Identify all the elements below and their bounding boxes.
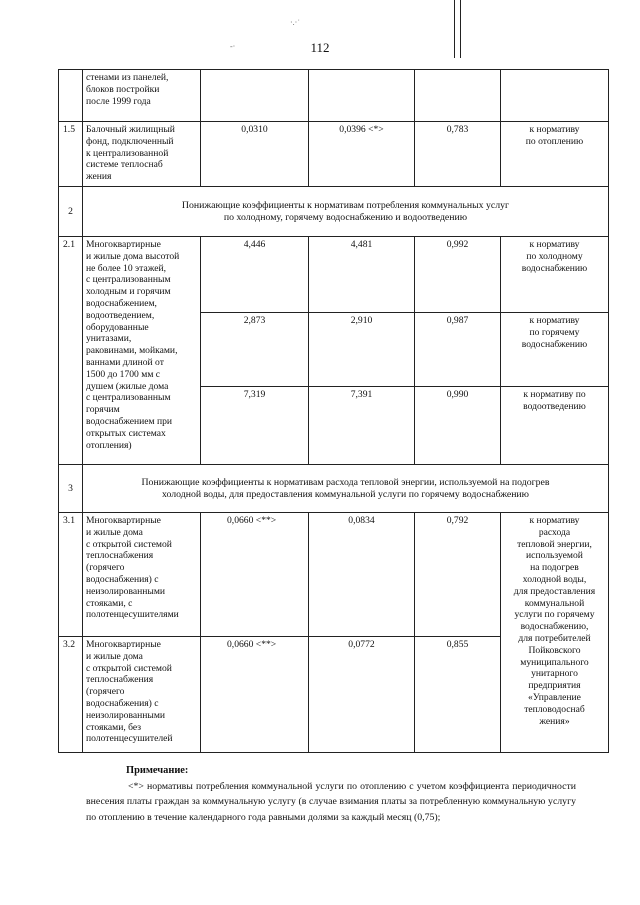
table-row: [59, 237, 609, 313]
section-title: Понижающие коэффициенты к нормативам потребления коммунальных услуг по холодному, горячему водоснабжению и водоотведению: [83, 187, 609, 237]
footnote-text: <*> нормативы потребления коммунальной услуги по отоплению с учетом коэффициента периодичности внесения платы граждан за коммунальную услугу (в случае взимания платы за потребленную коммунальную услугу по отоплению в течение календарного года равными долями за каждый месяц (0,75);: [86, 780, 576, 823]
note-cell: к нормативу по холодному водоснабжению: [501, 237, 609, 313]
section-title: Понижающие коэффициенты к нормативам расхода тепловой энергии, используемой на подогрев холодной воды, для предоставления коммунальной услуги по горячему водоснабжению: [83, 465, 609, 513]
scan-speck: -·: [230, 42, 236, 51]
value-cell: 0,0660 <**>: [201, 513, 309, 637]
coefficient-cell: 0,783: [415, 122, 501, 187]
row-description: Многоквартирные и жилые дома высотой не более 10 этажей, с централизованным холодным и горячим водоснабжением, водоотведением, оборудованные унитазами, раковинами, мойками, ваннами длиной от 1500 до 1700 мм с душем (жилые дома с централизованным горячим водоснабжением при открытых системах отопления): [83, 237, 201, 465]
section-header-row: [59, 465, 609, 513]
value-cell: 0,0772: [309, 637, 415, 753]
value-cell: 0,0396 <*>: [309, 122, 415, 187]
value-cell: 2,910: [309, 313, 415, 387]
coefficient-cell: 0,992: [415, 237, 501, 313]
row-description: Многоквартирные и жилые дома с открытой системой теплоснабжения (горячего водоснабжения) с неизолированными стояками, без полотенцесушителей: [83, 637, 201, 753]
table-row: [59, 122, 609, 187]
scan-speck: ·.·˙: [290, 18, 300, 27]
row-number: 3.2: [59, 637, 83, 753]
row-number: 3.1: [59, 513, 83, 637]
value-cell: 7,319: [201, 387, 309, 465]
value-cell: 0,0660 <**>: [201, 637, 309, 753]
section-header-row: [59, 187, 609, 237]
coefficient-cell: 0,987: [415, 313, 501, 387]
note-cell: к нормативу по отоплению: [501, 122, 609, 187]
value-cell: 2,873: [201, 313, 309, 387]
value-cell: 4,446: [201, 237, 309, 313]
row-number: 2.1: [59, 237, 83, 465]
table-row: [59, 70, 609, 122]
value-cell: 0,0834: [309, 513, 415, 637]
coefficient-cell: 0,990: [415, 387, 501, 465]
coefficient-cell: 0,855: [415, 637, 501, 753]
row-description: Многоквартирные и жилые дома с открытой системой теплоснабжения (горячего водоснабжения) с неизолированными стояками, с полотенцесушителями: [83, 513, 201, 637]
value-cell: 0,0310: [201, 122, 309, 187]
coefficients-table: [58, 69, 609, 753]
row-description: Балочный жилищный фонд, подключенный к централизованной системе теплоснаб жения: [83, 122, 201, 187]
margin-marks: [452, 0, 468, 60]
value-cell: 7,391: [309, 387, 415, 465]
row-number: 1.5: [59, 122, 83, 187]
footnote-title: Примечание:: [126, 765, 189, 776]
section-number: 3: [59, 465, 83, 513]
page-number: 112: [310, 40, 330, 55]
footnote-block: [86, 763, 576, 825]
table-row: [59, 513, 609, 637]
section-number: 2: [59, 187, 83, 237]
row-description: стенами из панелей, блоков постройки после 1999 года: [83, 70, 201, 122]
note-cell: к нормативу по водоотведению: [501, 387, 609, 465]
note-cell: к нормативу расхода тепловой энергии, используемой на подогрев холодной воды, для предоставления коммунальной услуги по горячему водоснабжению, для потребителей Пойковского муниципального унитарного предприятия «Управление тепловодоснаб жения»: [501, 513, 609, 753]
note-cell: к нормативу по горячему водоснабжению: [501, 313, 609, 387]
value-cell: 4,481: [309, 237, 415, 313]
coefficient-cell: 0,792: [415, 513, 501, 637]
